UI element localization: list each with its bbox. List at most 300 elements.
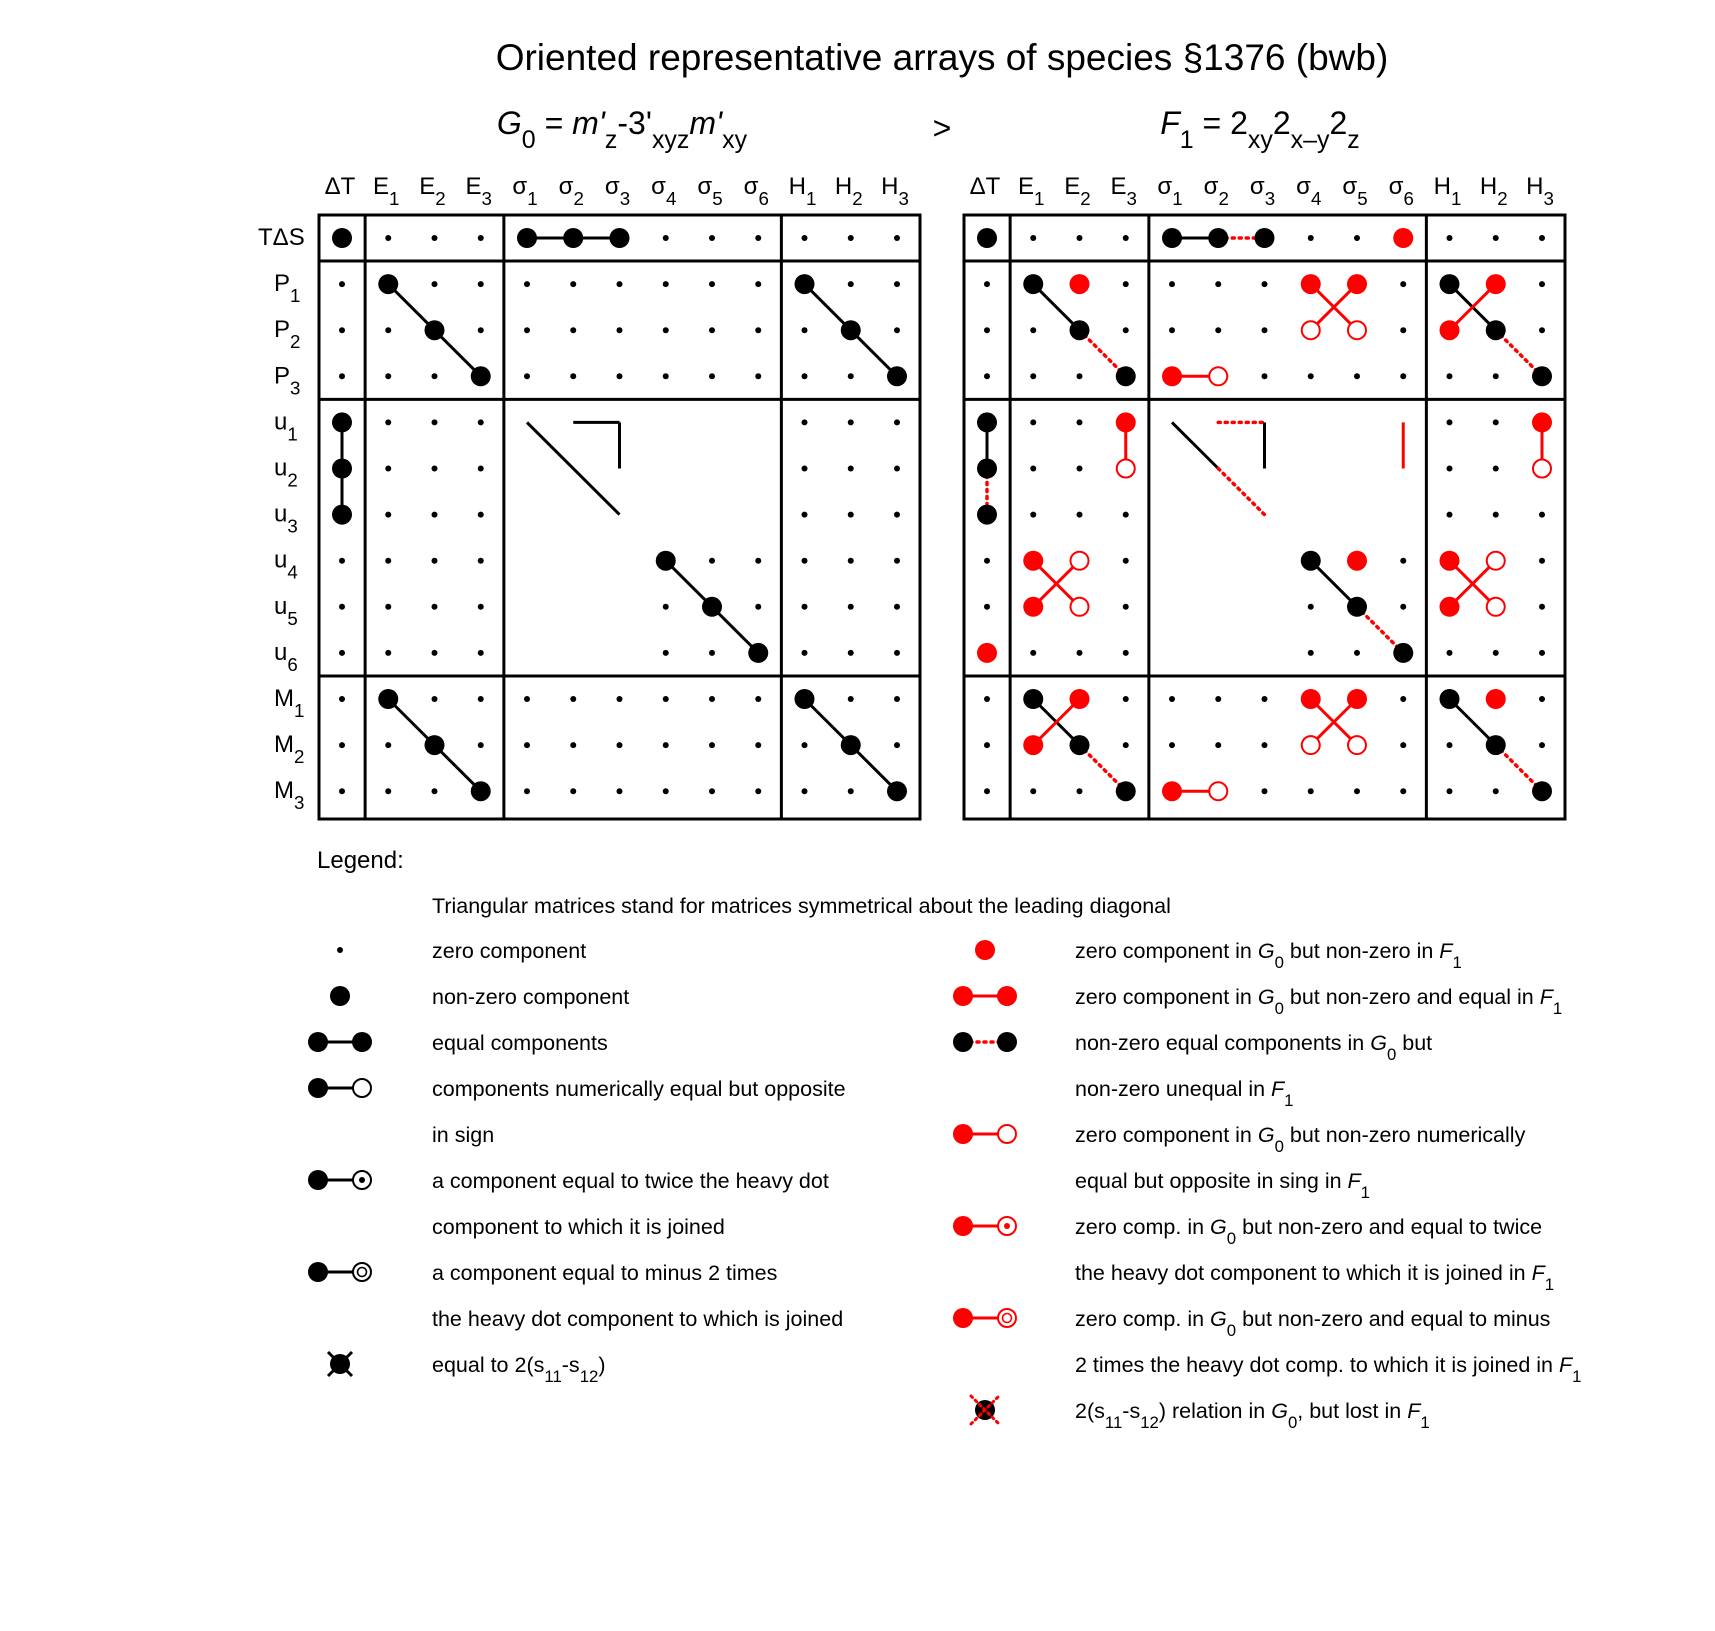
zero-dot	[1308, 235, 1314, 241]
zero-dot	[617, 373, 623, 379]
zero-dot	[755, 696, 761, 702]
zero-dot	[1447, 512, 1453, 518]
legend-left-item-6-line-0: equal to $2(s_{11}-s_{12})$	[432, 1353, 606, 1386]
heavy-dot	[471, 781, 491, 801]
heavy-dot	[977, 505, 997, 525]
column-header-right-4: $\sigma_1$	[1157, 173, 1183, 209]
zero-dot	[1308, 650, 1314, 656]
heavy-dot	[563, 228, 583, 248]
zero-dot	[894, 235, 900, 241]
zero-dot	[1400, 788, 1406, 794]
zero-dot	[755, 604, 761, 610]
zero-dot	[1169, 281, 1175, 287]
zero-dot	[1447, 373, 1453, 379]
legend-right-item-4-line-0: zero comp. in $G_0$ but non-zero and equal to twice	[1075, 1215, 1543, 1248]
row-label-5: $u_2$	[274, 454, 298, 490]
row-label-9: $u_6$	[274, 638, 298, 675]
red-open-dot	[1071, 552, 1089, 570]
zero-dot	[432, 281, 438, 287]
heavy-dot	[1486, 320, 1506, 340]
zero-dot	[524, 788, 530, 794]
red-heavy-dot	[1347, 274, 1367, 294]
zero-dot	[1493, 512, 1499, 518]
zero-dot	[1123, 742, 1129, 748]
heavy-dot	[425, 320, 445, 340]
zero-dot	[1077, 419, 1083, 425]
heavy-dot	[887, 781, 907, 801]
heavy-dot	[887, 366, 907, 386]
heavy-dot	[332, 505, 352, 525]
heavy-dot	[977, 459, 997, 479]
column-header-right-0: ΔT	[969, 173, 1001, 200]
zero-dot	[802, 558, 808, 564]
zero-dot	[1539, 235, 1545, 241]
legend-left-item-4-line-1: component to which it is joined	[432, 1215, 725, 1239]
red-open-dot	[1071, 598, 1089, 616]
red-heavy-dot	[1070, 689, 1090, 709]
zero-dot	[848, 604, 854, 610]
heavy-dot	[471, 366, 491, 386]
legend-open-dot	[353, 1079, 371, 1097]
zero-dot	[1493, 466, 1499, 472]
red-heavy-dot	[1440, 551, 1460, 571]
legend-heavy-dot	[953, 1032, 973, 1052]
zero-dot	[524, 281, 530, 287]
zero-dot	[1400, 373, 1406, 379]
red-heavy-dot	[1162, 781, 1182, 801]
legend-left-item-5-line-0: a component equal to minus 2 times	[432, 1261, 778, 1285]
zero-dot	[385, 466, 391, 472]
heavy-dot	[1440, 689, 1460, 709]
zero-dot	[1262, 373, 1268, 379]
zero-dot	[385, 419, 391, 425]
zero-dot	[984, 604, 990, 610]
zero-dot	[1539, 742, 1545, 748]
zero-dot	[617, 327, 623, 333]
legend-heavy-dot	[953, 1124, 973, 1144]
red-heavy-dot	[1023, 735, 1043, 755]
zero-dot	[432, 512, 438, 518]
zero-dot	[755, 742, 761, 748]
heavy-dot	[1393, 643, 1413, 663]
heavy-dot	[1116, 781, 1136, 801]
zero-dot	[385, 604, 391, 610]
column-header-right-6: $\sigma_3$	[1249, 173, 1276, 209]
zero-dot	[802, 512, 808, 518]
zero-dot	[339, 281, 345, 287]
zero-dot	[432, 235, 438, 241]
heavy-dot	[1116, 366, 1136, 386]
zero-dot	[1030, 466, 1036, 472]
zero-dot	[1123, 512, 1129, 518]
heavy-dot	[1532, 781, 1552, 801]
column-header-left-8: $\sigma_5$	[697, 173, 723, 209]
zero-dot	[984, 742, 990, 748]
zero-dot	[894, 419, 900, 425]
zero-dot	[1169, 742, 1175, 748]
zero-dot	[1308, 373, 1314, 379]
zero-dot	[894, 696, 900, 702]
zero-dot	[1077, 235, 1083, 241]
red-open-dot	[1487, 598, 1505, 616]
zero-dot	[385, 788, 391, 794]
red-open-dot	[1533, 460, 1551, 478]
column-header-right-7: $\sigma_4$	[1296, 173, 1322, 209]
zero-dot	[848, 373, 854, 379]
legend-heavy-dot	[308, 1078, 328, 1098]
row-labels	[258, 224, 305, 813]
comparison-symbol: >	[932, 110, 952, 146]
zero-dot	[1447, 235, 1453, 241]
zero-dot	[1030, 235, 1036, 241]
column-header-right-2: $E_2$	[1064, 173, 1091, 209]
column-header-right-3: $E_3$	[1110, 173, 1137, 209]
red-heavy-dot	[1023, 597, 1043, 617]
heavy-dot	[702, 597, 722, 617]
zero-dot	[894, 558, 900, 564]
zero-dot	[663, 650, 669, 656]
zero-dot	[478, 327, 484, 333]
heavy-dot	[332, 228, 352, 248]
row-label-6: $u_3$	[274, 500, 298, 537]
zero-dot	[709, 327, 715, 333]
zero-dot	[802, 235, 808, 241]
legend-heavy-dot	[308, 1170, 328, 1190]
column-header-right-8: $\sigma_5$	[1342, 173, 1368, 209]
zero-dot	[984, 373, 990, 379]
red-heavy-dot	[977, 643, 997, 663]
heavy-dot	[1532, 366, 1552, 386]
zero-dot	[848, 466, 854, 472]
heavy-dot	[656, 551, 676, 571]
zero-dot	[1493, 788, 1499, 794]
red-open-dot	[1348, 736, 1366, 754]
zero-dot	[1262, 742, 1268, 748]
heavy-dot	[1440, 274, 1460, 294]
zero-dot	[570, 696, 576, 702]
row-label-12: $M_3$	[274, 777, 305, 813]
heavy-dot	[610, 228, 630, 248]
legend-open-dot	[998, 1309, 1016, 1327]
zero-dot	[894, 604, 900, 610]
legend-heavy-dot	[997, 986, 1017, 1006]
zero-dot	[1539, 327, 1545, 333]
zero-dot	[1262, 327, 1268, 333]
zero-dot	[339, 788, 345, 794]
zero-dot	[339, 604, 345, 610]
zero-dot	[1123, 281, 1129, 287]
zero-dot	[524, 327, 530, 333]
zero-dot	[1400, 558, 1406, 564]
legend-heavy-dot	[330, 986, 350, 1006]
red-heavy-dot	[1486, 274, 1506, 294]
red-heavy-dot	[1301, 689, 1321, 709]
zero-dot	[385, 558, 391, 564]
legend-right-item-5-line-0: zero comp. in $G_0$ but non-zero and equal to minus	[1075, 1307, 1551, 1340]
heavy-dot	[795, 274, 815, 294]
zero-dot	[1077, 466, 1083, 472]
zero-dot	[709, 696, 715, 702]
heavy-dot	[748, 643, 768, 663]
legend-right-item-6-line-0: $2(s_{11}-s_{12})$ relation in $G_0$, but lost in $F_1$	[1075, 1399, 1430, 1432]
zero-dot	[339, 650, 345, 656]
zero-dot	[984, 558, 990, 564]
zero-dot	[570, 788, 576, 794]
column-header-right-9: $\sigma_6$	[1388, 173, 1414, 209]
zero-dot	[1308, 788, 1314, 794]
zero-dot	[1447, 742, 1453, 748]
zero-dot	[848, 512, 854, 518]
zero-dot	[1123, 696, 1129, 702]
legend	[308, 847, 1581, 1432]
red-heavy-dot	[1347, 551, 1367, 571]
zero-dot	[1123, 558, 1129, 564]
zero-dot	[709, 235, 715, 241]
heavy-dot	[841, 735, 861, 755]
zero-dot	[1539, 696, 1545, 702]
red-heavy-dot	[1440, 597, 1460, 617]
zero-dot	[802, 373, 808, 379]
zero-dot	[478, 512, 484, 518]
zero-dot	[1400, 604, 1406, 610]
row-label-2: $P_2$	[274, 316, 301, 352]
zero-dot	[1539, 558, 1545, 564]
left-point-group-formula: $G_0 = m'_z-3'_{xyz}m'_{xy}$	[496, 105, 748, 154]
column-header-right-11: $H_2$	[1479, 173, 1508, 209]
red-open-dot	[1117, 460, 1135, 478]
legend-heavy-dot	[997, 1032, 1017, 1052]
zero-dot	[1447, 650, 1453, 656]
zero-dot	[984, 788, 990, 794]
zero-dot	[617, 696, 623, 702]
red-heavy-dot	[1162, 366, 1182, 386]
zero-dot	[339, 558, 345, 564]
zero-dot	[802, 788, 808, 794]
red-open-dot	[1487, 552, 1505, 570]
heavy-dot	[1070, 320, 1090, 340]
red-open-dot	[1209, 367, 1227, 385]
zero-dot	[339, 696, 345, 702]
zero-dot	[663, 235, 669, 241]
zero-dot	[709, 650, 715, 656]
zero-dot	[1447, 419, 1453, 425]
zero-dot	[432, 466, 438, 472]
zero-dot	[1539, 512, 1545, 518]
zero-dot	[663, 281, 669, 287]
heavy-dot	[1255, 228, 1275, 248]
zero-dot	[1030, 650, 1036, 656]
red-open-dot	[1209, 782, 1227, 800]
heavy-dot	[841, 320, 861, 340]
legend-heavy-dot	[308, 1032, 328, 1052]
legend-left-item-0-line-0: zero component	[432, 939, 587, 963]
connector-line	[527, 422, 620, 514]
red-heavy-dot	[1393, 228, 1413, 248]
zero-dot	[1077, 650, 1083, 656]
zero-dot	[709, 788, 715, 794]
legend-zero-dot	[337, 947, 343, 953]
zero-dot	[663, 696, 669, 702]
zero-dot	[524, 373, 530, 379]
zero-dot	[617, 742, 623, 748]
zero-dot	[1493, 235, 1499, 241]
zero-dot	[478, 235, 484, 241]
row-label-1: $P_1$	[274, 270, 301, 306]
heavy-dot	[1023, 689, 1043, 709]
column-header-left-4: $\sigma_1$	[512, 173, 538, 209]
zero-dot	[663, 788, 669, 794]
zero-dot	[663, 604, 669, 610]
heavy-dot	[332, 412, 352, 432]
zero-dot	[894, 742, 900, 748]
zero-dot	[617, 281, 623, 287]
zero-dot	[755, 327, 761, 333]
column-header-left-11: $H_2$	[834, 173, 863, 209]
zero-dot	[524, 742, 530, 748]
red-heavy-dot	[1116, 412, 1136, 432]
zero-dot	[755, 788, 761, 794]
heavy-dot	[1208, 228, 1228, 248]
zero-dot	[339, 327, 345, 333]
zero-dot	[848, 281, 854, 287]
heavy-dot	[425, 735, 445, 755]
zero-dot	[894, 327, 900, 333]
legend-open-dot	[353, 1263, 371, 1281]
red-heavy-dot	[1532, 412, 1552, 432]
zero-dot	[755, 235, 761, 241]
zero-dot	[1030, 373, 1036, 379]
zero-dot	[1030, 512, 1036, 518]
legend-left-item-5-line-1: the heavy dot component to which is joined	[432, 1307, 844, 1331]
zero-dot	[848, 788, 854, 794]
zero-dot	[1262, 696, 1268, 702]
red-open-dot	[1348, 321, 1366, 339]
heavy-dot	[795, 689, 815, 709]
zero-dot	[1354, 235, 1360, 241]
connector-line	[1172, 422, 1218, 468]
legend-heavy-dot	[953, 986, 973, 1006]
legend-right-item-3-line-1: equal but opposite in sing in $F_1$	[1075, 1169, 1370, 1202]
zero-dot	[1215, 281, 1221, 287]
zero-dot	[755, 281, 761, 287]
column-header-left-6: $\sigma_3$	[604, 173, 631, 209]
zero-dot	[663, 742, 669, 748]
legend-right-item-2-line-1: non-zero unequal in $F_1$	[1075, 1077, 1294, 1110]
zero-dot	[984, 696, 990, 702]
zero-dot	[755, 373, 761, 379]
zero-dot	[802, 327, 808, 333]
zero-dot	[984, 281, 990, 287]
zero-dot	[1262, 788, 1268, 794]
zero-dot	[709, 742, 715, 748]
zero-dot	[478, 696, 484, 702]
heavy-dot	[977, 228, 997, 248]
zero-dot	[1493, 373, 1499, 379]
zero-dot	[1354, 373, 1360, 379]
zero-dot	[1447, 466, 1453, 472]
zero-dot	[848, 419, 854, 425]
zero-dot	[1493, 650, 1499, 656]
legend-left-item-1-line-0: non-zero component	[432, 985, 630, 1009]
zero-dot	[385, 373, 391, 379]
zero-dot	[802, 419, 808, 425]
zero-dot	[1400, 742, 1406, 748]
row-label-3: $P_3$	[274, 362, 301, 398]
zero-dot	[478, 281, 484, 287]
legend-left-item-4-line-0: a component equal to twice the heavy dot	[432, 1169, 829, 1193]
zero-dot	[1215, 327, 1221, 333]
row-label-8: $u_5$	[274, 592, 298, 629]
heavy-dot	[378, 274, 398, 294]
zero-dot	[802, 466, 808, 472]
red-open-dot	[1302, 736, 1320, 754]
zero-dot	[432, 604, 438, 610]
zero-dot	[1354, 650, 1360, 656]
red-heavy-dot	[1440, 320, 1460, 340]
figure-title: Oriented representative arrays of species §1376 (bwb)	[495, 37, 1389, 78]
column-header-left-7: $\sigma_4$	[651, 173, 677, 209]
column-header-left-5: $\sigma_2$	[558, 173, 584, 209]
column-header-right-1: $E_1$	[1018, 173, 1045, 209]
legend-heavy-dot	[953, 1216, 973, 1236]
zero-dot	[1123, 604, 1129, 610]
zero-dot	[385, 742, 391, 748]
zero-dot	[709, 373, 715, 379]
zero-dot	[570, 281, 576, 287]
red-open-dot	[1302, 321, 1320, 339]
zero-dot	[1400, 327, 1406, 333]
left-matrix	[319, 173, 920, 819]
zero-dot	[1169, 696, 1175, 702]
zero-dot	[1215, 742, 1221, 748]
connector-line	[1218, 469, 1264, 515]
zero-dot	[1400, 696, 1406, 702]
legend-heavy-dot	[953, 1308, 973, 1328]
zero-dot	[478, 650, 484, 656]
zero-dot	[1539, 281, 1545, 287]
zero-dot	[339, 742, 345, 748]
legend-centre-dot	[1004, 1223, 1010, 1229]
legend-right-item-5-line-1: 2 times the heavy dot comp. to which it is joined in $F_1$	[1075, 1353, 1582, 1386]
zero-dot	[524, 696, 530, 702]
zero-dot	[570, 327, 576, 333]
zero-dot	[848, 235, 854, 241]
zero-dot	[1123, 235, 1129, 241]
column-header-left-1: $E_1$	[373, 173, 400, 209]
column-header-left-3: $E_3$	[465, 173, 492, 209]
column-header-left-9: $\sigma_6$	[743, 173, 769, 209]
zero-dot	[478, 466, 484, 472]
column-header-left-0: ΔT	[324, 173, 356, 200]
red-heavy-dot	[1486, 689, 1506, 709]
zero-dot	[802, 650, 808, 656]
zero-dot	[848, 650, 854, 656]
legend-right-item-3-line-0: zero component in $G_0$ but non-zero numerically	[1075, 1123, 1526, 1156]
zero-dot	[385, 512, 391, 518]
zero-dot	[385, 327, 391, 333]
column-header-left-10: $H_1$	[788, 173, 817, 209]
zero-dot	[984, 327, 990, 333]
zero-dot	[802, 742, 808, 748]
zero-dot	[894, 512, 900, 518]
legend-right-item-1-line-0: zero component in $G_0$ but non-zero and equal in $F_1$	[1075, 985, 1563, 1018]
zero-dot	[385, 235, 391, 241]
zero-dot	[1539, 650, 1545, 656]
zero-dot	[1539, 604, 1545, 610]
heavy-dot	[1486, 735, 1506, 755]
zero-dot	[432, 650, 438, 656]
zero-dot	[848, 696, 854, 702]
